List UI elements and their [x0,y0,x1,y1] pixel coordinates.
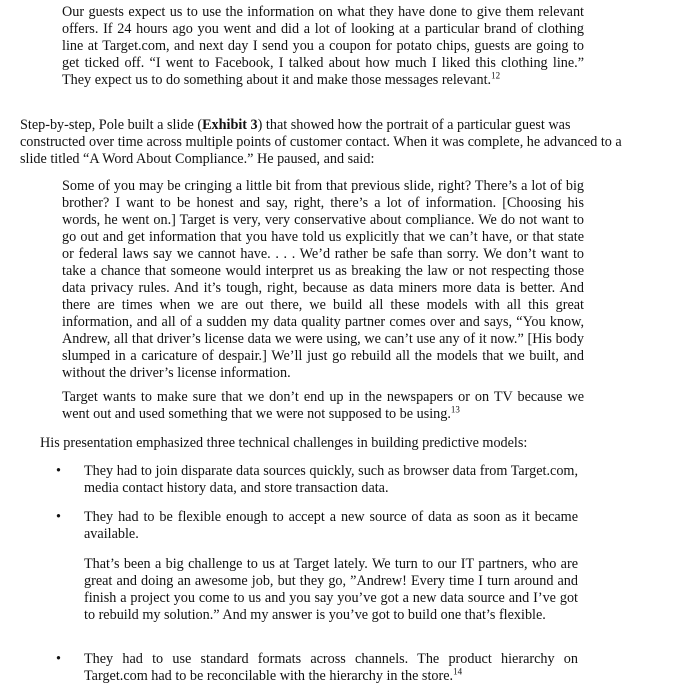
bullet-marker: • [56,463,61,479]
bullet-text: They had to use standard formats across channels. The product hierarchy on Target.com had to be reconcilable with the hierarchy in the store. [84,651,578,684]
footnote-ref-13: 13 [450,404,460,415]
bullet-text: They had to be flexible enough to accept a new source of data as soon as it became available. [84,509,578,542]
footnote-ref-14: 14 [453,666,463,677]
bullet-item-flexible [84,509,578,543]
quote-it-partners: That’s been a big challenge to us at Target lately. We turn to our IT partners, who are great and doing an awesome job, but they go, ”Andrew! Every time I turn around and finish a project you come to us and you say you’ve got a new data source and I’ve got to rebuild my solution.” And my answer is you’ve got to build one that’s flexible. [84,556,578,623]
bullet-item-standard-formats [84,651,578,685]
footnote-ref-12: 12 [491,70,501,81]
bullet-marker: • [56,651,61,667]
quote-guests-text: Our guests expect us to use the information on what they have done to give them relevant offers. If 24 hours ago you went and did a lot of looking at a particular brand of clothing line at Target.com, and next day I send you a coupon for potato chips, guests are going to get ticked off. “I went to Facebook, I talked about how much I liked this clothing line.” They expect us to do something about it and make those messages relevant. [62,4,584,88]
exhibit-3-reference: Exhibit 3 [202,117,258,133]
paragraph-exhibit-3 [20,117,623,168]
paragraph-text-before: Step-by-step, Pole built a slide ( [20,117,203,133]
paragraph-text-after: ) that showed how the portrait of a particular guest was constructed over time across multiple points of customer contact. When it was complete, he advanced to a slide titled “A Word About Compliance.” He paused, and said: [20,117,622,167]
bullet-text: They had to join disparate data sources quickly, such as browser data from Target.com, media contact history data, and store transaction data. [84,463,578,496]
quote-newspapers [62,389,584,423]
challenges-lead-in: His presentation emphasized three technical challenges in building predictive models: [40,435,528,451]
bullet-item-join-sources [84,463,578,497]
quote-guests-expectations [62,4,584,89]
bullet-marker: • [56,509,61,525]
quote-newspapers-text: Target wants to make sure that we don’t end up in the newspapers or on TV because we went out and used something that we were not supposed to be using. [62,389,584,422]
quote-compliance: Some of you may be cringing a little bit from that previous slide, right? There’s a lot of big brother? I want to be honest and say, right, there’s a lot of information. [Choosing his words, he went on.] Target is very, very conservative about compliance. We do not want to go out and get information that you have told us explicitly that we can’t have, or that state or federal laws say we cannot have. . . . We’d rather be safe than sorry. We don’t want to take a chance that someone would interpret us as breaking the law or not respecting those data privacy rules. And it’s tough, right, because as data miners more data is better. And there are times when we are out there, we build all these models with all this great information, and all of a sudden my data quality partner comes over and says, “You know, Andrew, all that driver’s license data we were using, we can’t use any of it now.” [His body slumped in a caricature of despair.] We’ll just go rebuild all the models that we built, and without the driver’s license information. [62,178,584,381]
